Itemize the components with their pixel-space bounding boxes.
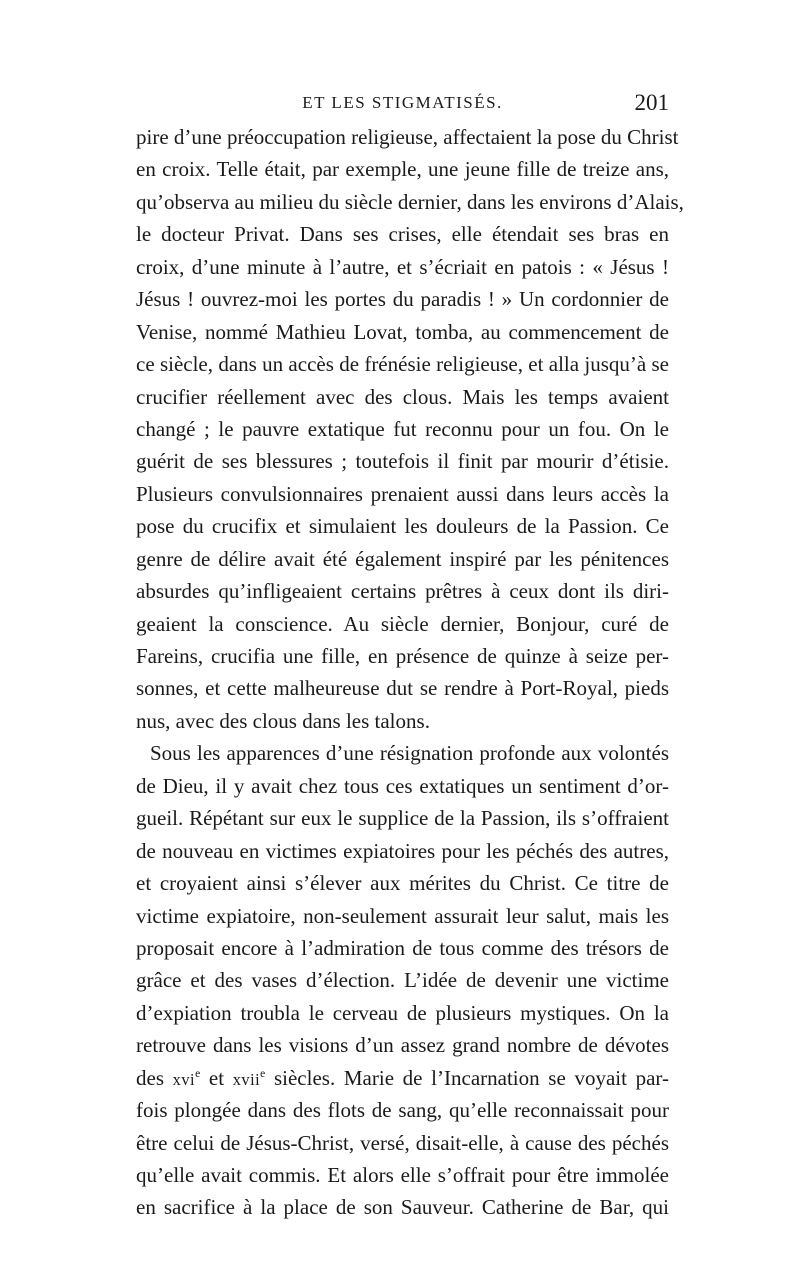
- text-line: pose du crucifix et simulaient les douleurs de la Passion. Ce: [136, 514, 669, 539]
- text-line: pire d’une préoccupation religieuse, affectaient la pose du Christ: [136, 125, 679, 149]
- text-line: être celui de Jésus-Christ, versé, disait-elle, à cause des péchés: [136, 1130, 669, 1155]
- text-line: Jésus ! ouvrez-moi les portes du paradis ! » Un cordonnier de: [136, 287, 669, 312]
- text-fragment: et: [200, 1065, 233, 1090]
- superscript-e: e: [260, 1067, 266, 1080]
- century-numeral: xvii: [232, 1069, 261, 1089]
- text-line-centuries: [136, 1062, 669, 1094]
- text-line: Fareins, crucifia une fille, en présence de quinze à seize per-: [136, 644, 669, 668]
- text-line: retrouve dans les visions d’un assez grand nombre de dévotes: [136, 1033, 669, 1058]
- text-line: d’expiation troubla le cerveau de plusieurs mystiques. On la: [136, 1000, 669, 1025]
- text-fragment: des: [136, 1065, 173, 1090]
- text-line: de nouveau en victimes expiatoires pour les péchés des autres,: [136, 838, 669, 863]
- text-line: Venise, nommé Mathieu Lovat, tomba, au commencement de: [136, 319, 669, 344]
- text-line: ce siècle, dans un accès de frénésie religieuse, et alla jusqu’à se: [136, 352, 669, 377]
- text-line: et croyaient ainsi s’élever aux mérites du Christ. Ce titre de: [136, 871, 669, 896]
- text-line: absurdes qu’infligeaient certains prêtres à ceux dont ils diri-: [136, 579, 669, 604]
- text-line: fois plongée dans des flots de sang, qu’elle reconnaissait pour: [136, 1098, 669, 1123]
- text-line: qu’observa au milieu du siècle dernier, dans les environs d’Alais,: [136, 189, 684, 214]
- text-line: grâce et des vases d’élection. L’idée de devenir une victime: [136, 968, 669, 993]
- text-line: Plusieurs convulsionnaires prenaient aussi dans leurs accès la: [136, 481, 669, 506]
- text-fragment: siècles. Marie de l’Incarnation se voyait par-: [265, 1065, 669, 1090]
- body-text: [136, 121, 684, 1224]
- text-line: geaient la conscience. Au siècle dernier, Bonjour, curé de: [136, 611, 669, 636]
- text-line: en sacrifice à la place de son Sauveur. Catherine de Bar, qui: [136, 1195, 669, 1220]
- running-title: ET LES STIGMATISÉS.: [302, 93, 503, 112]
- text-line: victime expiatoire, non-seulement assurait leur salut, mais les: [136, 903, 669, 928]
- text-line: gueil. Répétant sur eux le supplice de la Passion, ils s’offraient: [136, 806, 669, 831]
- text-line: changé ; le pauvre extatique fut reconnu pour un fou. On le: [136, 416, 669, 441]
- text-line: guérit de ses blessures ; toutefois il finit par mourir d’étisie.: [136, 449, 669, 474]
- running-head: [136, 88, 669, 118]
- century-numeral: xvi: [172, 1069, 196, 1089]
- page-number: 201: [634, 90, 669, 115]
- text-line: genre de délire avait été également inspiré par les pénitences: [136, 546, 669, 571]
- text-line: proposait encore à l’admiration de tous comme des trésors de: [136, 935, 669, 960]
- text-line: croix, d’une minute à l’autre, et s’écriait en patois : « Jésus !: [136, 254, 669, 279]
- paragraph-start-line: Sous les apparences d’une résignation profonde aux volontés: [150, 741, 669, 766]
- text-line: qu’elle avait commis. Et alors elle s’offrait pour être immolée: [136, 1163, 669, 1187]
- paragraph-end-line: nus, avec des clous dans les talons.: [136, 708, 430, 733]
- text-line: en croix. Telle était, par exemple, une jeune fille de treize ans,: [136, 157, 669, 182]
- text-line: sonnes, et cette malheureuse dut se rendre à Port-Royal, pieds: [136, 676, 669, 701]
- superscript-e: e: [195, 1067, 201, 1080]
- text-line: le docteur Privat. Dans ses crises, elle étendait ses bras en: [136, 222, 669, 247]
- text-line: de Dieu, il y avait chez tous ces extatiques un sentiment d’or-: [136, 773, 669, 798]
- text-line: crucifier réellement avec des clous. Mais les temps avaient: [136, 384, 669, 409]
